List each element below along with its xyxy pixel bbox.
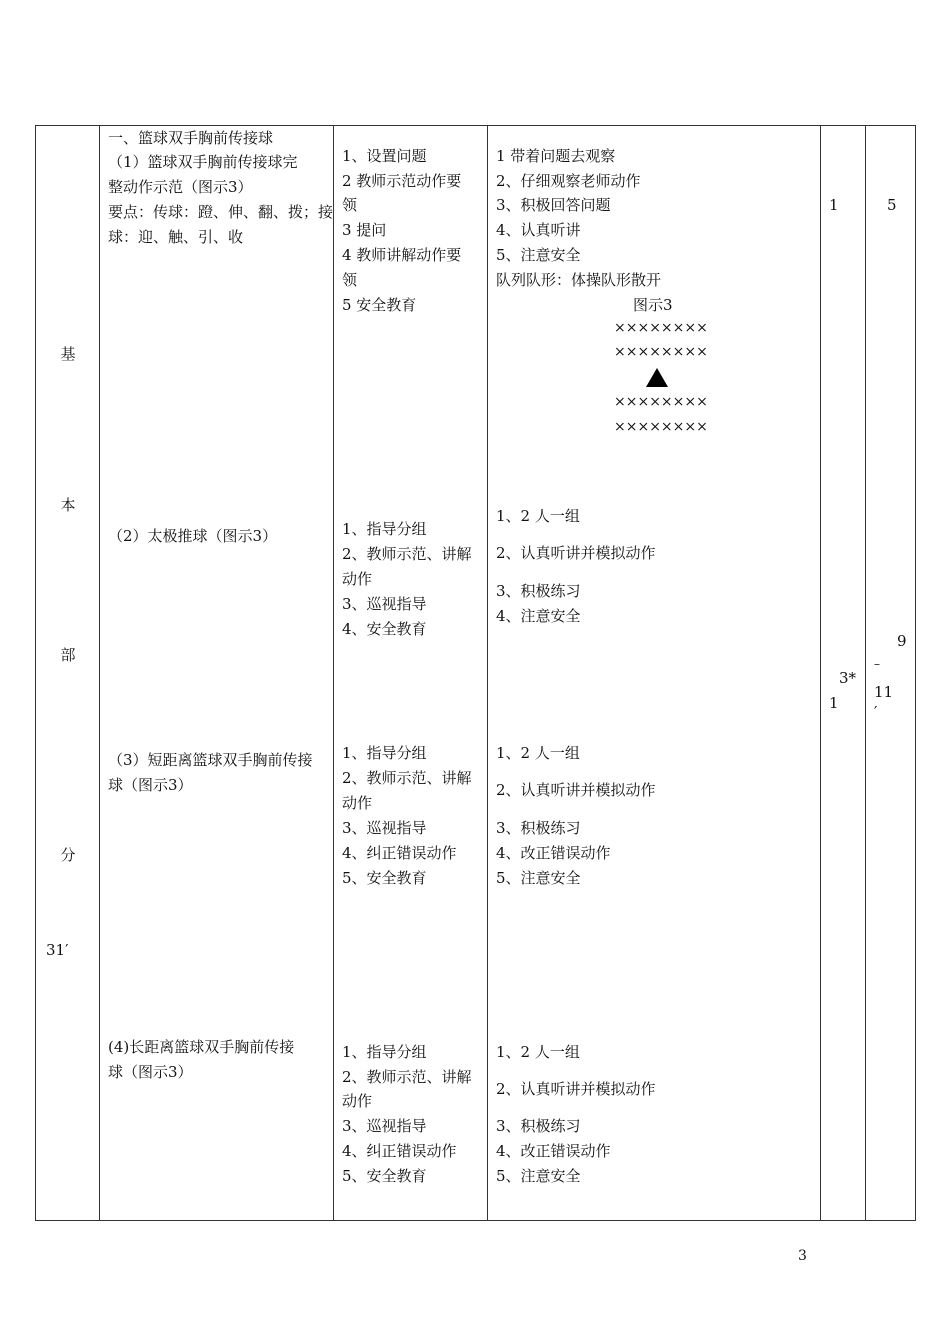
teacher-position-triangle-icon — [646, 368, 668, 387]
content-line: 一、篮球双手胸前传接球 — [108, 129, 274, 147]
student-line: 1、2 人一组 — [496, 1043, 580, 1061]
formation-figure-label: 图示3 — [633, 296, 673, 314]
section-char: 基 — [60, 345, 76, 363]
student-line: 4、注意安全 — [496, 607, 581, 625]
count-value: 3* — [839, 669, 857, 687]
lesson-plan-table — [35, 125, 916, 1221]
time-dash: – — [874, 657, 880, 671]
teacher-line: 5 安全教育 — [342, 296, 417, 314]
teacher-line: 4、纠正错误动作 — [342, 1142, 457, 1160]
student-line: 3、积极练习 — [496, 819, 581, 837]
student-line: 3、积极回答问题 — [496, 196, 611, 214]
teacher-cell — [334, 126, 488, 1221]
time-cell — [866, 126, 916, 1221]
student-line: 1、2 人一组 — [496, 744, 580, 762]
student-line: 3、积极练习 — [496, 1117, 581, 1135]
teacher-line: 5、安全教育 — [342, 869, 427, 887]
student-cell — [488, 126, 821, 1221]
section-char: 分 — [60, 846, 76, 864]
student-line: 4、改正错误动作 — [496, 1142, 611, 1160]
content-line: 球：迎、触、引、收 — [108, 228, 244, 246]
teacher-line: 3、巡视指导 — [342, 595, 427, 613]
student-line: 3、积极练习 — [496, 582, 581, 600]
content-line: 要点：传球：蹬、伸、翻、拨；接 — [108, 203, 334, 221]
content-line: （2）太极推球（图示3） — [108, 527, 278, 545]
section-char: 部 — [60, 646, 76, 664]
teacher-line: 领 — [342, 271, 358, 289]
student-line: 2、认真听讲并模拟动作 — [496, 781, 656, 799]
teacher-line: 4 教师讲解动作要 — [342, 246, 462, 264]
student-line: 1 带着问题去观察 — [496, 147, 616, 165]
time-value: 5 — [887, 196, 897, 214]
teacher-line: 2、教师示范、讲解 — [342, 545, 472, 563]
teacher-line: 1、指导分组 — [342, 744, 427, 762]
count-value: 1 — [829, 694, 839, 712]
teacher-line: 3 提问 — [342, 221, 387, 239]
formation-row: ×××××××× — [614, 320, 708, 336]
count-value: 1 — [829, 196, 839, 214]
count-cell — [821, 126, 866, 1221]
teacher-line: 领 — [342, 196, 358, 214]
teacher-line: 2 教师示范动作要 — [342, 172, 462, 190]
content-line: (4)长距离篮球双手胸前传接 — [108, 1038, 295, 1056]
student-line: 2、认真听讲并模拟动作 — [496, 1080, 656, 1098]
student-line: 4、改正错误动作 — [496, 844, 611, 862]
teacher-line: 3、巡视指导 — [342, 1117, 427, 1135]
student-line: 2、仔细观察老师动作 — [496, 172, 641, 190]
teacher-line: 1、指导分组 — [342, 520, 427, 538]
teacher-line: 动作 — [342, 1092, 373, 1110]
time-mark: ′ — [874, 703, 878, 721]
teacher-line: 1、指导分组 — [342, 1043, 427, 1061]
time-value: 9 — [897, 632, 907, 650]
content-line: 球（图示3） — [108, 776, 193, 794]
teacher-line: 4、纠正错误动作 — [342, 844, 457, 862]
time-value: 11 — [874, 683, 894, 701]
student-line: 4、认真听讲 — [496, 221, 581, 239]
student-line: 5、注意安全 — [496, 246, 581, 264]
section-time: 31′ — [46, 941, 69, 959]
content-line: （1）篮球双手胸前传接球完 — [108, 153, 298, 171]
content-line: （3）短距离篮球双手胸前传接 — [108, 751, 313, 769]
teacher-line: 动作 — [342, 570, 373, 588]
teacher-line: 1、设置问题 — [342, 147, 427, 165]
teacher-line: 4、安全教育 — [342, 620, 427, 638]
teacher-line: 5、安全教育 — [342, 1167, 427, 1185]
content-cell — [100, 126, 334, 1221]
student-line: 1、2 人一组 — [496, 507, 580, 525]
teacher-line: 2、教师示范、讲解 — [342, 1068, 472, 1086]
student-line: 5、注意安全 — [496, 1167, 581, 1185]
formation-row: ×××××××× — [614, 394, 708, 410]
section-cell — [36, 126, 100, 1221]
student-line: 5、注意安全 — [496, 869, 581, 887]
content-line: 整动作示范（图示3） — [108, 178, 253, 196]
student-line: 2、认真听讲并模拟动作 — [496, 544, 656, 562]
page-number: 3 — [798, 1248, 807, 1264]
teacher-line: 2、教师示范、讲解 — [342, 769, 472, 787]
formation-row: ×××××××× — [614, 419, 708, 435]
student-line: 队列队形：体操队形散开 — [496, 271, 662, 289]
teacher-line: 3、巡视指导 — [342, 819, 427, 837]
teacher-line: 动作 — [342, 794, 373, 812]
formation-row: ×××××××× — [614, 344, 708, 360]
section-char: 本 — [60, 496, 76, 514]
content-line: 球（图示3） — [108, 1063, 193, 1081]
